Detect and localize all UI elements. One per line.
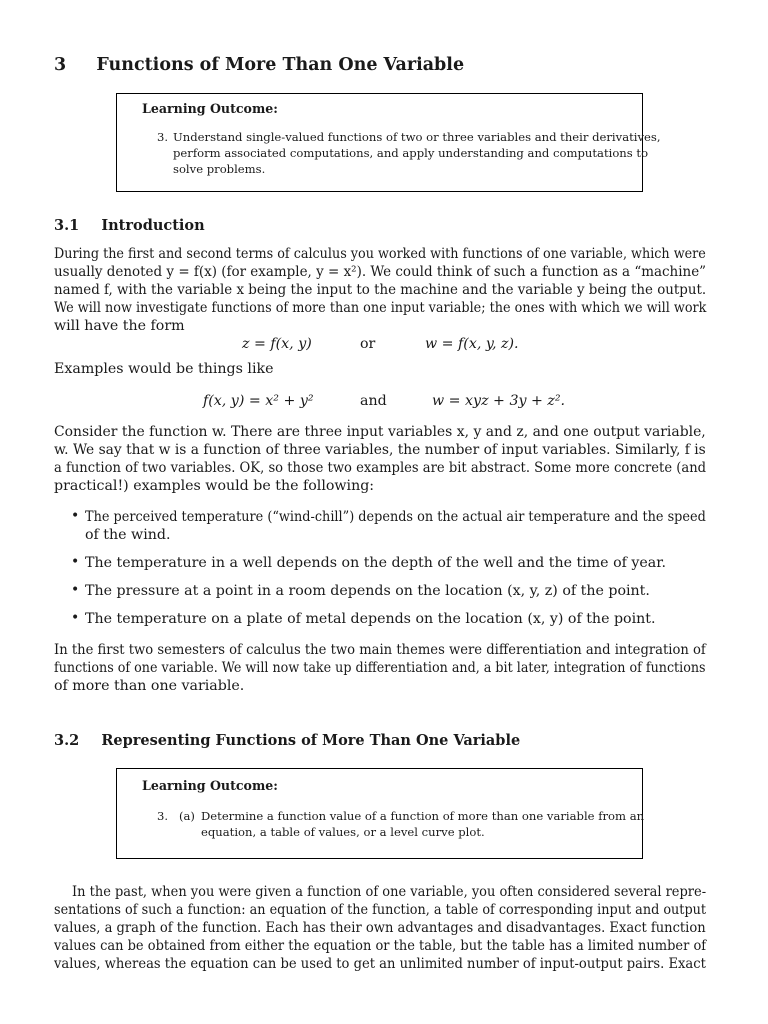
paragraph-line: values can be obtained from either the equation or the table, but the table has a limited number of [54,938,707,954]
bullet-icon: • [71,554,80,570]
bullet-icon: • [71,508,80,524]
learning-outcome-line: Determine a function value of a function of more than one variable from an [201,809,645,823]
paragraph-line: values, whereas the equation can be used to get an unlimited number of input-output pairs. Exact [54,956,706,972]
paragraph-line: values, a graph of the function. Each has their own advantages and disadvantages. Exact function [54,920,706,936]
learning-outcome-item-number: 3. [157,809,169,823]
equation-w-f-x-y-z: w = f(x, y, z). [425,336,519,352]
learning-outcome-line: perform associated computations, and apply understanding and computations to [173,146,649,160]
bullet-item-line: The perceived temperature (“wind-chill”) depends on the actual air temperature and the speed [85,509,706,525]
learning-outcome-box-1 [116,93,661,192]
bullet-icon: • [71,582,80,598]
examples-intro: Examples would be things like [54,361,274,377]
bullet-item-line: The temperature in a well depends on the depth of the well and the time of year. [85,555,666,571]
paragraph-line: During the first and second terms of calculus you worked with functions of one variable, which were [54,246,706,262]
section-3-2-title: Representing Functions of More Than One Variable [101,732,521,749]
learning-outcome-title: Learning Outcome: [142,101,278,116]
bullet-item-line: of the wind. [85,527,171,543]
paragraph-line: w. We say that w is a function of three variables, the number of input variables. Similarly, f is [54,442,706,458]
paragraph-line: In the past, when you were given a function of one variable, you often considered several repre- [72,884,707,900]
section-3-heading [54,55,464,75]
learning-outcome-line: solve problems. [173,162,266,176]
section-3-number: 3 [54,55,67,75]
learning-outcome-line: Understand single-valued functions of two or three variables and their derivatives, [173,130,661,144]
learning-outcome-item-letter: (a) [179,809,195,823]
equation-connector-or: or [360,336,376,352]
bullet-icon: • [71,610,80,626]
paragraph-line: of more than one variable. [54,678,245,694]
paragraph-line: usually denoted y = f(x) (for example, y = x²). We could think of such a function as a “machine” [54,264,707,280]
bullet-item-line: The pressure at a point in a room depends on the location (x, y, z) of the point. [85,583,650,599]
section-3-title: Functions of More Than One Variable [96,55,465,75]
section-3-1-heading [54,217,205,234]
learning-outcome-line: equation, a table of values, or a level curve plot. [201,825,485,839]
learning-outcome-title: Learning Outcome: [142,778,278,793]
equation-z-f-x-y: z = f(x, y) [242,336,312,352]
equation-w-xyz: w = xyz + 3y + z². [432,393,566,409]
learning-outcome-item-number: 3. [157,130,169,144]
section-3-2-number: 3.2 [54,732,80,749]
paragraph-line: a function of two variables. OK, so those two examples are bit abstract. Some more concrete (and [54,460,707,476]
learning-outcome-box-2 [116,768,643,859]
paragraph-line: named f, with the variable x being the input to the machine and the variable y being the output. [54,282,707,298]
equation-connector-and: and [360,393,387,409]
paragraph-line: In the first two semesters of calculus the two main themes were differentiation and integration of [54,642,706,658]
bullet-item-line: The temperature on a plate of metal depends on the location (x, y) of the point. [85,611,656,627]
paragraph-line: will have the form [54,318,185,334]
paragraph-line: functions of one variable. We will now take up differentiation and, a bit later, integration of functions [54,660,706,676]
paragraph-line: practical!) examples would be the following: [54,478,375,494]
paragraph-line: We will now investigate functions of more than one input variable; the ones with which we will work [54,300,707,316]
section-3-1-number: 3.1 [54,217,80,234]
section-3-1-title: Introduction [101,217,205,234]
equation-f-x2-y2: f(x, y) = x² + y² [203,393,314,409]
section-3-2-heading [54,732,520,749]
paragraph-line: Consider the function w. There are three input variables x, y and z, and one output variable, [54,424,706,440]
paragraph-line: sentations of such a function: an equation of the function, a table of corresponding input and output [54,902,707,918]
